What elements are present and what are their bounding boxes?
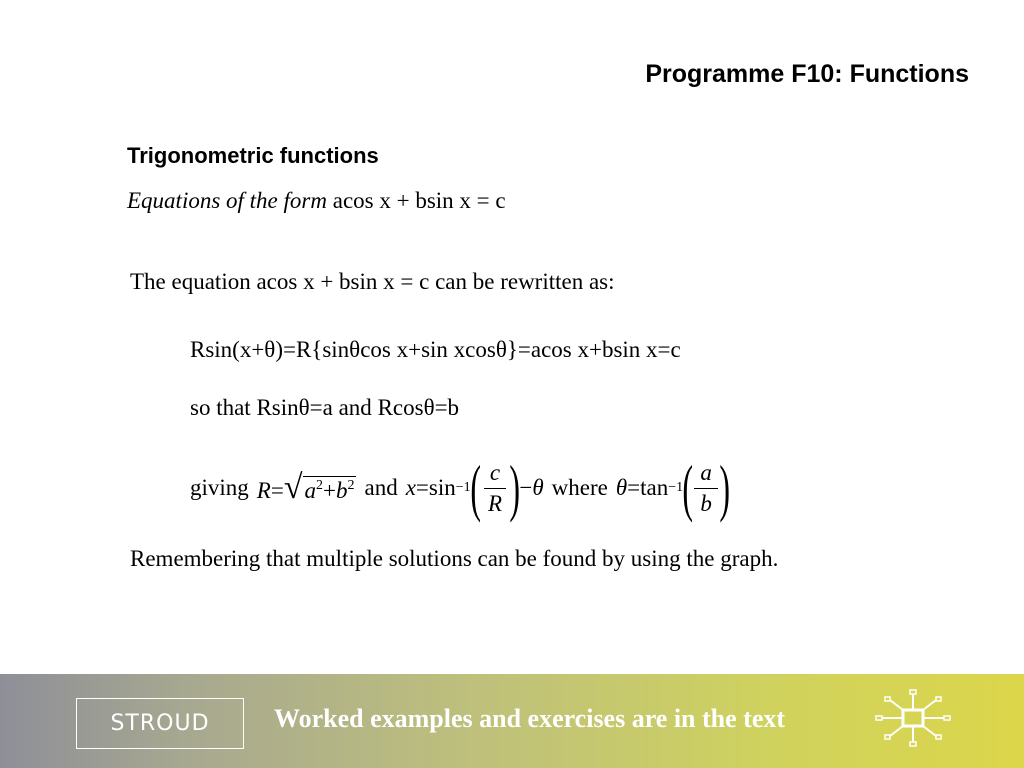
equation-expansion: Rsin(x+θ)=R{sinθcos x+sin xcosθ}=acos x+bsin x=c bbox=[190, 337, 681, 362]
r-formula: R= √ $a^2+b^2$ bbox=[256, 469, 355, 506]
closing-text: Remembering that multiple solutions can be found by using the graph. bbox=[130, 546, 779, 571]
equation-solution bbox=[190, 452, 729, 524]
so-that-text: so that bbox=[190, 395, 251, 420]
stroud-brand-box: STROUD bbox=[76, 698, 244, 749]
theta-formula: θ =tan −1 ( $\frac{a}{b}$ ) bbox=[615, 452, 730, 523]
footer-caption: Worked examples and exercises are in the text bbox=[274, 704, 786, 733]
condition-cos: Rcosθ=b bbox=[377, 395, 460, 420]
equation-conditions bbox=[190, 395, 459, 421]
page-title: Programme F10: Functions bbox=[645, 60, 969, 88]
intro-formula: acos x + bsin x = c bbox=[256, 269, 430, 294]
subtitle-line bbox=[127, 188, 506, 214]
section-heading: Trigonometric functions bbox=[127, 143, 379, 168]
intro-line bbox=[130, 269, 615, 295]
and-text: and bbox=[338, 395, 372, 420]
x-formula: x =sin −1 ( $\frac{c}{R}$ ) − θ bbox=[405, 452, 544, 523]
condition-sin: Rsinθ=a bbox=[256, 395, 333, 420]
intro-suffix: can be rewritten as: bbox=[429, 269, 615, 294]
subtitle-italic-text: Equations of the form bbox=[127, 188, 333, 213]
network-logo-icon bbox=[874, 688, 952, 748]
subtitle-formula: acos x + bsin x = c bbox=[332, 188, 506, 213]
giving-text: giving bbox=[190, 475, 249, 500]
and-text-2: and bbox=[364, 475, 398, 500]
where-text: where bbox=[551, 475, 608, 500]
intro-prefix: The equation bbox=[130, 269, 257, 294]
